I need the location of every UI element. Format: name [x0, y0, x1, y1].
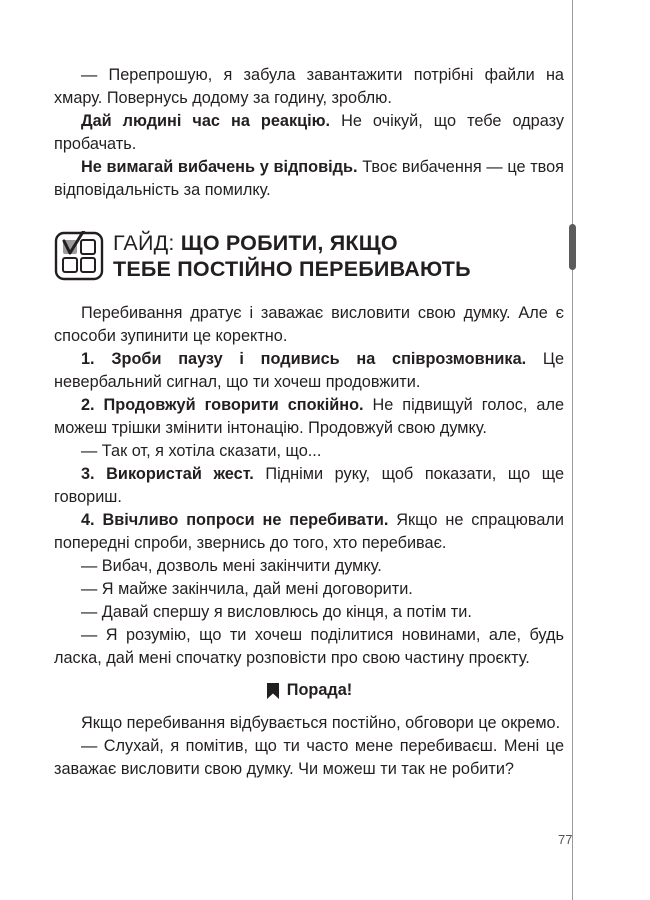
dialogue-line: — Слухай, я помітив, що ти часто мене перебиваєш. Мені це заважає висловити свою думку. Чи можеш ти так не робити? [54, 737, 564, 778]
step-bold: 4. Ввічливо попроси не перебивати. [81, 511, 389, 529]
guide-lead: ГАЙД: [113, 231, 181, 255]
guide-title [113, 230, 471, 282]
advice-text: Не очікуй, що тебе одразу пробачать. [54, 112, 564, 153]
step-paragraph [54, 348, 564, 394]
page-number: 77 [558, 832, 573, 847]
guide-heading [54, 230, 564, 282]
step-paragraph [54, 463, 564, 509]
dialogue-line: — Вибач, дозволь мені закінчити думку. [81, 557, 382, 575]
step-bold: 2. Продовжуй говорити спокійно. [81, 396, 364, 414]
checklist-icon [54, 231, 104, 281]
guide-title-line-2: ТЕБЕ ПОСТІЙНО ПЕРЕБИВАЮТЬ [113, 257, 471, 281]
tip-paragraph: Якщо перебивання відбувається постійно, обговори це окремо. [81, 714, 561, 732]
advice-paragraph [54, 110, 564, 156]
step-paragraph [54, 509, 564, 555]
dialogue-line: — Так от, я хотіла сказати, що... [81, 442, 322, 460]
step-text: Це невербальний сигнал, що ти хочеш продовжити. [54, 350, 565, 391]
page-content [54, 64, 564, 781]
step-text: Підніми руку, щоб показати, що ще говориш. [54, 465, 565, 506]
advice-text: Твоє вибачення — це твоя відповідальність за помилку. [54, 158, 565, 199]
page-margin-line [572, 0, 573, 900]
step-bold: 3. Використай жест. [81, 465, 254, 483]
bookmark-icon [266, 683, 280, 699]
step-paragraph [54, 394, 564, 440]
tip-heading [54, 681, 564, 700]
guide-title-line-1: ЩО РОБИТИ, ЯКЩО [180, 231, 398, 255]
page-edge-marker [569, 224, 576, 270]
intro-paragraph: Перебивання дратує і заважає висловити свою думку. Але є способи зупинити це коректно. [54, 304, 564, 345]
step-text: Якщо не спрацювали попередні спроби, звернись до того, хто перебиває. [54, 511, 565, 552]
dialogue-line: — Я розумію, що ти хочеш поділитися новинами, але, будь ласка, дай мені спочатку розповісти про свою частину проєкту. [54, 626, 564, 667]
advice-paragraph [54, 156, 564, 202]
dialogue-line: — Я майже закінчила, дай мені договорити. [81, 580, 413, 598]
tip-label: Порада! [286, 681, 353, 699]
dialogue-line: — Перепрошую, я забула завантажити потрібні файли на хмару. Повернусь додому за годину, зроблю. [54, 66, 564, 107]
step-text: Не підвищуй голос, але можеш трішки змінити інтонацію. Продовжуй свою думку. [54, 396, 565, 437]
advice-bold: Не вимагай вибачень у відповідь. [81, 158, 358, 176]
advice-bold: Дай людині час на реакцію. [81, 112, 331, 130]
dialogue-line: — Давай спершу я висловлюсь до кінця, а потім ти. [81, 603, 472, 621]
step-bold: 1. Зроби паузу і подивись на співрозмовника. [81, 350, 527, 368]
